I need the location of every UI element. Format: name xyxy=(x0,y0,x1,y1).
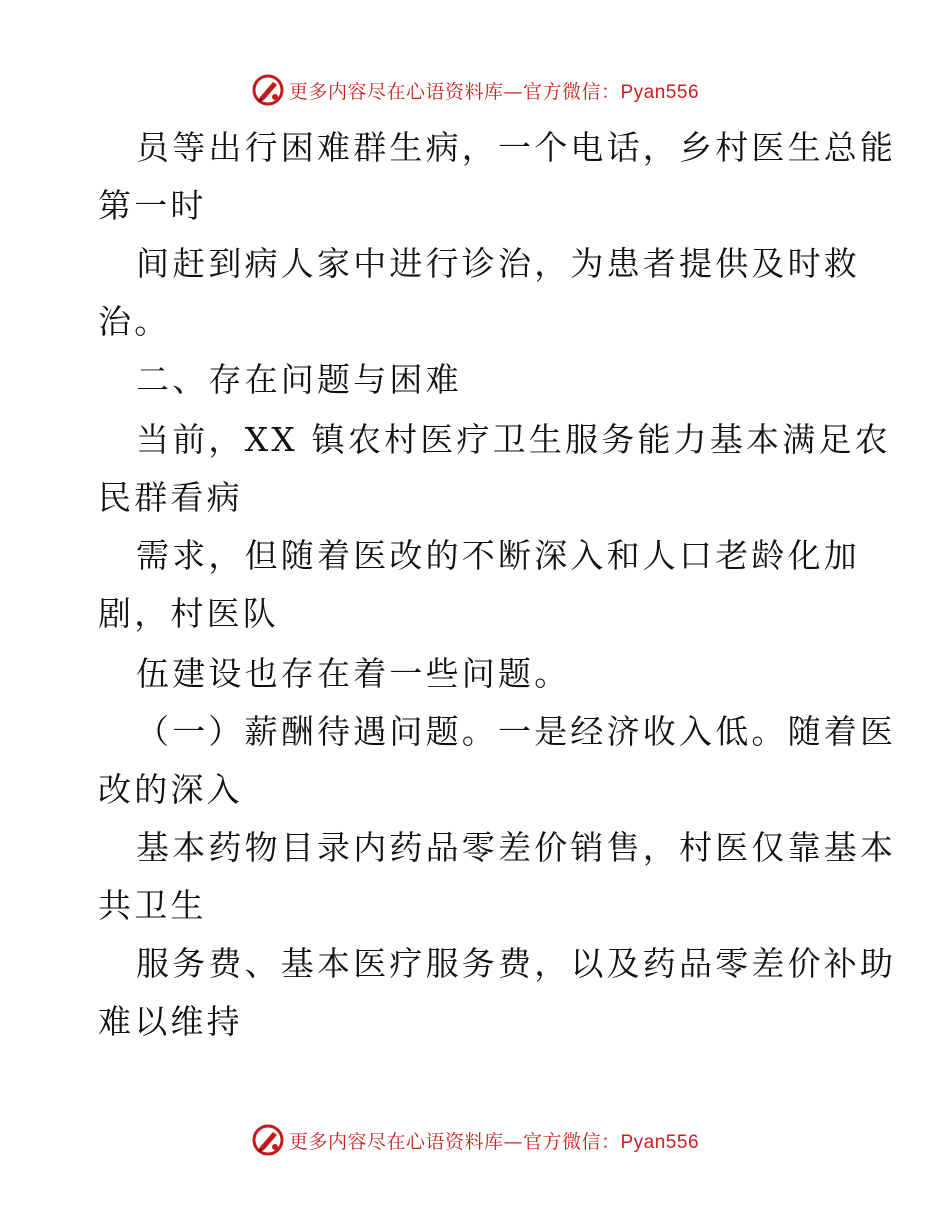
body-line: 剧，村医队 xyxy=(98,594,279,633)
watermark-main-text: 更多内容尽在心语资料库—官方微信： xyxy=(288,80,621,103)
watermark-wechat-id: Pyan556 xyxy=(620,81,700,103)
body-line: 间赶到病人家中进行诊治，为患者提供及时救 xyxy=(136,244,860,283)
watermark-main-text: 更多内容尽在心语资料库—官方微信： xyxy=(288,1130,621,1153)
body-line: 需求，但随着医改的不断深入和人口老龄化加 xyxy=(136,536,860,575)
body-line: 伍建设也存在着一些问题。 xyxy=(136,654,571,693)
pen-seal-icon xyxy=(251,1123,285,1157)
body-line: 民群看病 xyxy=(98,478,243,517)
body-line: 基本药物目录内药品零差价销售，村医仅靠基本 xyxy=(136,828,897,867)
subsection-line: （一）薪酬待遇问题。一是经济收入低。随着医 xyxy=(136,712,897,751)
body-line: 服务费、基本医疗服务费，以及药品零差价补助 xyxy=(136,944,897,983)
body-line: 改的深入 xyxy=(98,770,243,809)
body-line: 治。 xyxy=(98,302,171,341)
watermark-wechat-id: Pyan556 xyxy=(620,1131,700,1153)
body-line: 当前，XX 镇农村医疗卫生服务能力基本满足农 xyxy=(136,420,891,459)
body-line: 共卫生 xyxy=(98,886,207,925)
section-heading: 二、存在问题与困难 xyxy=(136,360,462,399)
body-line: 难以维持 xyxy=(98,1002,243,1041)
watermark-text xyxy=(289,1127,699,1154)
footer-watermark xyxy=(0,1120,950,1160)
body-line: 员等出行困难群生病，一个电话，乡村医生总能 xyxy=(136,128,897,167)
body-line: 第一时 xyxy=(98,186,207,225)
